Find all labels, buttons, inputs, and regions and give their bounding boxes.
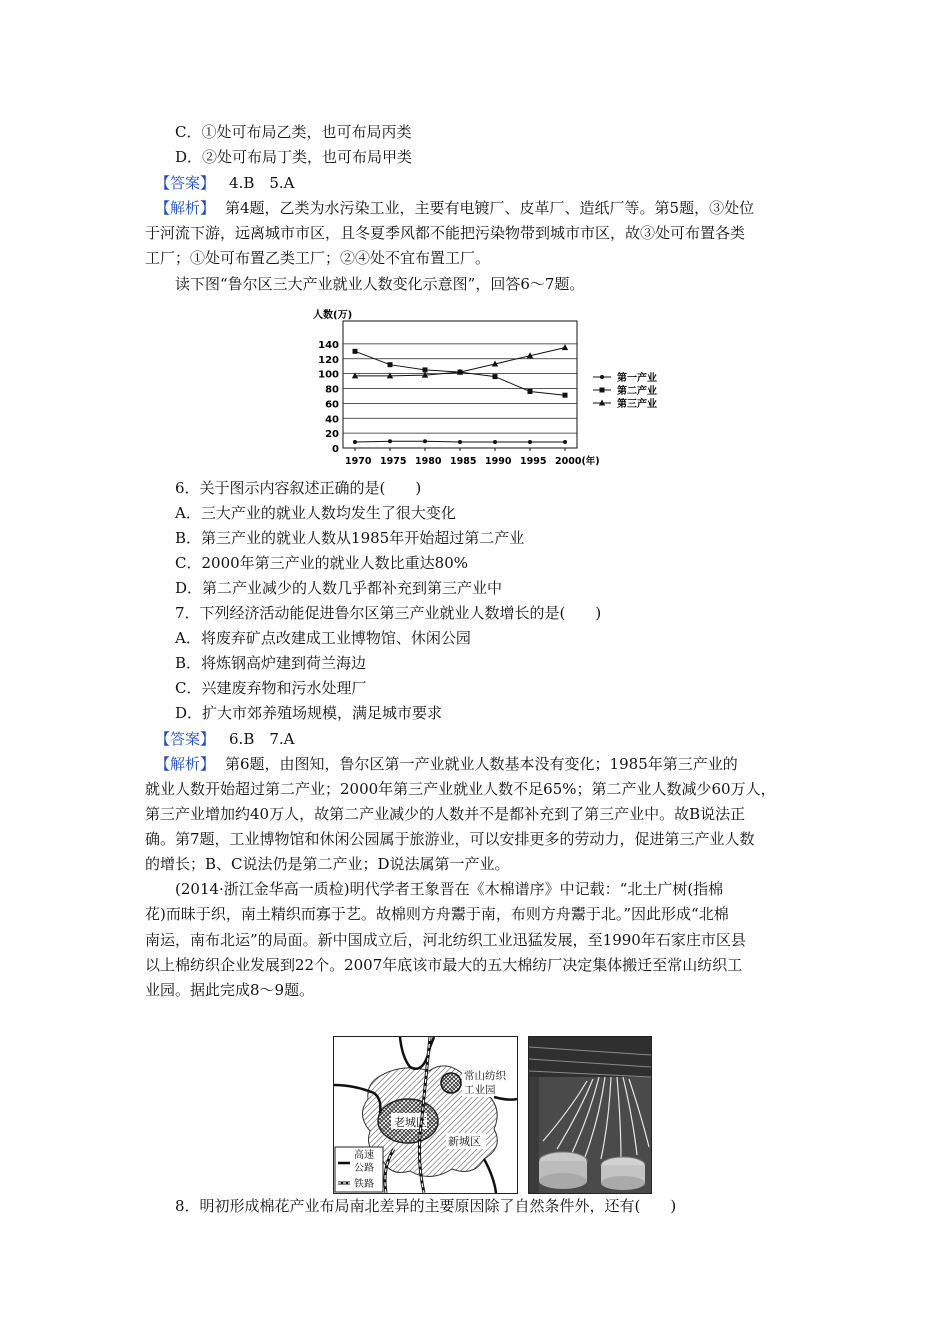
data-point-series-2 bbox=[388, 362, 393, 367]
textile-park-marker bbox=[441, 1073, 461, 1093]
passage-line-5: 业园。据此完成8～9题。 bbox=[145, 981, 315, 999]
analysis-2-line-3: 第三产业增加约40万人，故第二产业减少的人数并不是都补充到了第三产业中。故B说法正 bbox=[145, 805, 746, 823]
legend-highway-2: 公路 bbox=[354, 1163, 374, 1174]
highway-line bbox=[494, 1097, 517, 1100]
passage-line-2: 花)而昧于织，南土精织而寡于艺。故棉则方舟鬻于南，布则方舟鬻于北。”因此形成“北棉 bbox=[145, 905, 729, 923]
x-tick-label: 2000(年) bbox=[555, 456, 600, 467]
data-point-series-2 bbox=[563, 393, 568, 398]
data-point-series-2 bbox=[528, 389, 533, 394]
x-tick-label: 1980 bbox=[415, 456, 442, 467]
legend-label: 第三产业 bbox=[617, 399, 657, 410]
data-point-series-1 bbox=[388, 439, 392, 443]
q6-option-d: D．第二产业减少的人数几乎都补充到第三产业中 bbox=[175, 579, 503, 597]
x-tick-label: 1985 bbox=[450, 456, 477, 467]
plot-frame bbox=[343, 321, 577, 448]
x-tick-label: 1990 bbox=[485, 456, 512, 467]
analysis-2-line-4: 确。第7题，工业博物馆和休闲公园属于旅游业，可以安排更多的劳动力，促进第三产业人数 bbox=[145, 830, 755, 848]
legend-railway: 铁路 bbox=[354, 1179, 374, 1190]
y-tick-label: 0 bbox=[332, 444, 339, 455]
answer-text: 4.B 5.A bbox=[229, 174, 295, 192]
old-city-label: 老城区 bbox=[394, 1116, 427, 1129]
data-point-series-2 bbox=[353, 349, 358, 354]
passage-line-1: (2014·浙江金华高一质检)明代学者王象晋在《木棉谱序》中记载：“北土广树(指棉 bbox=[175, 880, 724, 898]
passage-line-4: 以上棉纺织企业发展到22个。2007年底该市最大的五大棉纺厂决定集体搬迁至常山纺织工 bbox=[145, 956, 743, 974]
data-point-series-1 bbox=[563, 440, 567, 444]
q6-option-b: B．第三产业的就业人数从1985年开始超过第二产业 bbox=[175, 529, 525, 547]
legend-marker bbox=[600, 375, 604, 379]
industry-employment-chart bbox=[305, 305, 670, 470]
analysis-label: 【解析】 bbox=[155, 755, 216, 773]
y-tick-label: 60 bbox=[325, 399, 339, 411]
park-label-2: 工业园 bbox=[464, 1084, 496, 1096]
data-point-series-1 bbox=[458, 440, 462, 444]
answer-text: 6.B 7.A bbox=[229, 730, 295, 748]
q7-option-a: A．将废弃矿点改建成工业博物馆、休闲公园 bbox=[175, 629, 471, 647]
shijiazhuang-map bbox=[333, 1036, 518, 1194]
data-point-series-1 bbox=[528, 440, 532, 444]
highway-line bbox=[484, 1159, 496, 1193]
q6-option-c: C．2000年第三产业的就业人数比重达80% bbox=[175, 554, 468, 572]
chart-svg bbox=[305, 305, 670, 470]
q6-option-a: A．三大产业的就业人数均发生了很大变化 bbox=[175, 504, 456, 522]
data-point-series-1 bbox=[423, 439, 427, 443]
legend-highway-1: 高速 bbox=[354, 1150, 374, 1161]
chart-intro: 读下图“鲁尔区三大产业就业人数变化示意图”，回答6～7题。 bbox=[175, 275, 585, 293]
q5-option-d: D．②处可布局丁类，也可布局甲类 bbox=[175, 148, 413, 166]
legend-label: 第一产业 bbox=[617, 373, 657, 384]
park-label-1: 常山纺织 bbox=[464, 1070, 506, 1082]
y-tick-label: 120 bbox=[318, 354, 339, 366]
q8-stem: 8．明初形成棉花产业布局南北差异的主要原因除了自然条件外，还有( ) bbox=[175, 1197, 677, 1215]
data-point-series-3 bbox=[562, 344, 568, 350]
answer-block-1 bbox=[155, 173, 295, 193]
legend-marker bbox=[600, 388, 605, 393]
data-point-series-2 bbox=[493, 374, 498, 379]
q7-option-d: D．扩大市郊养殖场规模，满足城市要求 bbox=[175, 704, 443, 722]
analysis-label: 【解析】 bbox=[155, 199, 216, 217]
y-tick-label: 140 bbox=[318, 339, 339, 351]
answer-block-2 bbox=[155, 729, 295, 749]
y-tick-label: 40 bbox=[325, 414, 339, 426]
new-city-label: 新城区 bbox=[448, 1135, 481, 1148]
analysis-2-line-2: 就业人数开始超过第二产业；2000年第三产业就业人数不足65%；第二产业人数减少60万人， bbox=[145, 780, 776, 798]
legend-label: 第二产业 bbox=[617, 386, 657, 397]
q6-stem: 6．关于图示内容叙述正确的是( ) bbox=[175, 479, 422, 497]
analysis-1-line-2: 于河流下游，远离城市市区，且冬夏季风都不能把污染物带到城市市区，故③处可布置各类 bbox=[145, 224, 746, 242]
y-tick-label: 80 bbox=[325, 384, 339, 396]
x-tick-label: 1975 bbox=[380, 456, 407, 467]
analysis-2-line-5: 的增长；B、C说法仍是第二产业；D说法属第一产业。 bbox=[145, 855, 510, 873]
passage-line-3: 南运，南布北运”的局面。新中国成立后，河北纺织工业迅猛发展，至1990年石家庄市区县 bbox=[145, 931, 746, 949]
q7-stem: 7．下列经济活动能促进鲁尔区第三产业就业人数增长的是( ) bbox=[175, 604, 602, 622]
y-axis-label: 人数(万) bbox=[313, 310, 353, 321]
y-tick-label: 20 bbox=[325, 429, 339, 441]
data-point-series-1 bbox=[493, 440, 497, 444]
map-svg bbox=[334, 1037, 517, 1193]
analysis-1-line-1: 【解析】 第4题，乙类为水污染工业，主要有电镀厂、皮革厂、造纸厂等。第5题，③处位 bbox=[155, 199, 755, 217]
analysis-2-line-1: 【解析】 第6题，由图知，鲁尔区第一产业就业人数基本没有变化；1985年第三产业的 bbox=[155, 755, 738, 773]
q7-option-b: B．将炼钢高炉建到荷兰海边 bbox=[175, 654, 367, 672]
y-tick-label: 100 bbox=[318, 369, 339, 381]
answer-label: 【答案】 bbox=[155, 174, 216, 192]
q5-option-c: C．①处可布局乙类，也可布局丙类 bbox=[175, 123, 412, 141]
textile-mill-photo bbox=[528, 1036, 652, 1194]
photo-svg bbox=[529, 1037, 651, 1193]
answer-label: 【答案】 bbox=[155, 730, 216, 748]
x-tick-label: 1995 bbox=[520, 456, 547, 467]
x-tick-label: 1970 bbox=[345, 456, 372, 467]
q7-option-c: C．兴建废弃物和污水处理厂 bbox=[175, 679, 367, 697]
analysis-1-line-3: 工厂；①处可布置乙类工厂；②④处不宜布置工厂。 bbox=[145, 249, 491, 267]
data-point-series-1 bbox=[353, 440, 357, 444]
